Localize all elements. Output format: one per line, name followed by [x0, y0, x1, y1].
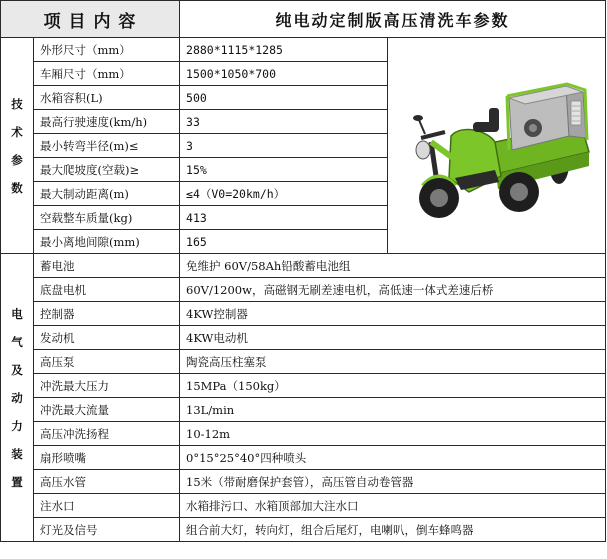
row-label: 最小离地间隙(mm) — [34, 230, 180, 254]
row-label: 冲洗最大压力 — [34, 374, 180, 398]
table-row — [1, 350, 606, 374]
row-label: 蓄电池 — [34, 254, 180, 278]
row-label: 最大制动距离(m) — [34, 182, 180, 206]
table-row — [1, 278, 606, 302]
row-value: 免维护 60V/58Ah铅酸蓄电池组 — [180, 254, 606, 278]
row-label: 控制器 — [34, 302, 180, 326]
row-value: 3 — [180, 134, 388, 158]
row-value: 4KW电动机 — [180, 326, 606, 350]
row-value: 60V/1200w，高磁钢无刷差速电机，高低速一体式差速后桥 — [180, 278, 606, 302]
row-label: 发动机 — [34, 326, 180, 350]
page-title: 纯电动定制版高压清洗车参数 — [180, 1, 606, 38]
row-value: 陶瓷高压柱塞泵 — [180, 350, 606, 374]
table-row — [1, 422, 606, 446]
row-value: 0°15°25°40°四种喷头 — [180, 446, 606, 470]
table-row — [1, 38, 606, 62]
row-label: 注水口 — [34, 494, 180, 518]
table-row — [1, 470, 606, 494]
row-value: 1500*1050*700 — [180, 62, 388, 86]
table-row — [1, 302, 606, 326]
section-label-tech: 技术参数 — [1, 38, 34, 254]
row-value: 15MPa（150kg） — [180, 374, 606, 398]
row-value: 33 — [180, 110, 388, 134]
row-value: 500 — [180, 86, 388, 110]
row-label: 空载整车质量(kg) — [34, 206, 180, 230]
row-label: 冲洗最大流量 — [34, 398, 180, 422]
row-label: 最小转弯半径(m)≤ — [34, 134, 180, 158]
row-value: 2880*1115*1285 — [180, 38, 388, 62]
row-label: 最大爬坡度(空载)≥ — [34, 158, 180, 182]
row-label: 水箱容积(L) — [34, 86, 180, 110]
row-label: 灯光及信号 — [34, 518, 180, 542]
vehicle-photo — [388, 38, 606, 254]
table-row — [1, 518, 606, 542]
row-label: 高压水管 — [34, 470, 180, 494]
row-value: 4KW控制器 — [180, 302, 606, 326]
table-row — [1, 494, 606, 518]
row-value: 水箱排污口、水箱顶部加大注水口 — [180, 494, 606, 518]
row-value: 15米（带耐磨保护套管），高压管自动卷管器 — [180, 470, 606, 494]
row-label: 高压泵 — [34, 350, 180, 374]
row-label: 底盘电机 — [34, 278, 180, 302]
table-row — [1, 446, 606, 470]
row-value: 10-12m — [180, 422, 606, 446]
row-value: 组合前大灯，转向灯，组合后尾灯，电喇叭，倒车蜂鸣器 — [180, 518, 606, 542]
row-label: 扇形喷嘴 — [34, 446, 180, 470]
table-header-row — [1, 1, 606, 38]
row-label: 外形尺寸（mm） — [34, 38, 180, 62]
table-row — [1, 398, 606, 422]
row-value: 13L/min — [180, 398, 606, 422]
row-label: 最高行驶速度(km/h) — [34, 110, 180, 134]
row-value: 15% — [180, 158, 388, 182]
row-label: 高压冲洗扬程 — [34, 422, 180, 446]
row-value: ≤4（V0=20km/h） — [180, 182, 388, 206]
section-label-electrical: 电气及动力装置 — [1, 254, 34, 542]
row-label: 车厢尺寸（mm） — [34, 62, 180, 86]
electric-washer-tricycle-image — [391, 46, 603, 246]
column-header-label: 项 目 内 容 — [1, 1, 180, 38]
table-row — [1, 326, 606, 350]
row-value: 413 — [180, 206, 388, 230]
table-row — [1, 254, 606, 278]
table-row — [1, 374, 606, 398]
row-value: 165 — [180, 230, 388, 254]
